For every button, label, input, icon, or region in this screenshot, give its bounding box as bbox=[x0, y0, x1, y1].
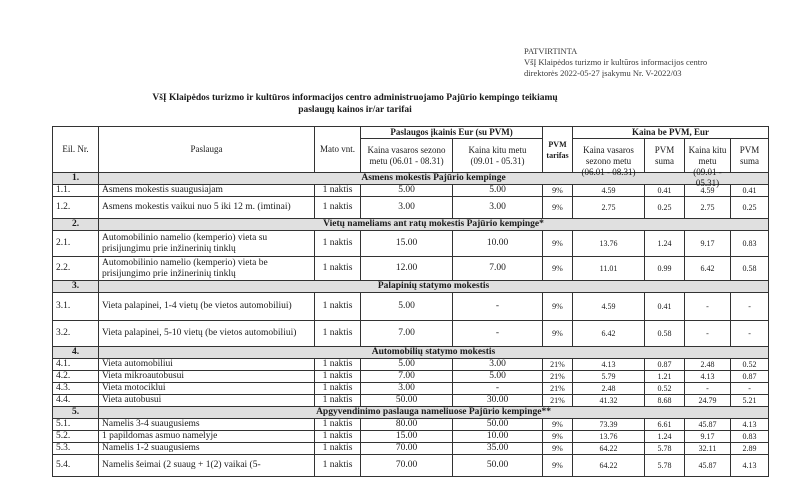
vat-rate-cell: 9% bbox=[543, 293, 573, 321]
unit-cell: 1 naktis bbox=[315, 383, 361, 395]
vat-sum-cell: 4.13 bbox=[731, 419, 769, 431]
net-other-cell: 32.11 bbox=[685, 443, 731, 455]
net-other-cell: 9.17 bbox=[685, 231, 731, 257]
unit-cell: 1 naktis bbox=[315, 419, 361, 431]
net-other-cell: 2.48 bbox=[685, 359, 731, 371]
section-title: Palapinių statymo mokestis bbox=[99, 281, 769, 293]
other-price-cell: - bbox=[453, 293, 543, 321]
header-fee-group: Paslaugos įkainis Eur (su PVM) bbox=[361, 127, 543, 139]
table-row bbox=[53, 395, 769, 407]
net-summer-cell: 64.22 bbox=[573, 443, 645, 455]
table-row bbox=[53, 197, 769, 219]
other-price-cell: 30.00 bbox=[453, 395, 543, 407]
service-name: Namelis 3-4 suaugusiems bbox=[99, 419, 315, 431]
other-price-cell: 5.00 bbox=[453, 371, 543, 383]
header-vat-sum: PVM suma bbox=[731, 139, 769, 173]
row-number: 3.1. bbox=[53, 293, 99, 321]
vat-sum-cell: 2.89 bbox=[731, 443, 769, 455]
service-name: Asmens mokestis suaugusiajam bbox=[99, 185, 315, 197]
vat-sum-cell: - bbox=[731, 321, 769, 347]
section-number: 1. bbox=[53, 173, 99, 185]
vat-rate-cell: 21% bbox=[543, 395, 573, 407]
other-price-cell: 50.00 bbox=[453, 419, 543, 431]
section-number: 4. bbox=[53, 347, 99, 359]
vat-rate-cell: 21% bbox=[543, 383, 573, 395]
service-name: Namelis 1-2 suaugusiems bbox=[99, 443, 315, 455]
net-summer-cell: 2.75 bbox=[573, 197, 645, 219]
section-row bbox=[53, 407, 769, 419]
other-price-cell: 10.00 bbox=[453, 431, 543, 443]
net-summer-cell: 41.32 bbox=[573, 395, 645, 407]
net-summer-cell: 2.48 bbox=[573, 383, 645, 395]
unit-cell: 1 naktis bbox=[315, 431, 361, 443]
service-name: Vieta motociklui bbox=[99, 383, 315, 395]
row-number: 4.1. bbox=[53, 359, 99, 371]
vat-sum-cell: 5.78 bbox=[645, 443, 685, 455]
row-number: 2.1. bbox=[53, 231, 99, 257]
net-other-cell: 24.79 bbox=[685, 395, 731, 407]
approval-block bbox=[524, 46, 707, 79]
net-summer-cell: 64.22 bbox=[573, 455, 645, 477]
section-row bbox=[53, 219, 769, 231]
table-row bbox=[53, 185, 769, 197]
summer-price-cell: 50.00 bbox=[361, 395, 453, 407]
table-row bbox=[53, 383, 769, 395]
service-name: Automobilinio namelio (kemperio) vieta su prisijungimu prie inžinerinių tinklų bbox=[99, 231, 315, 257]
row-number: 4.2. bbox=[53, 371, 99, 383]
summer-price-cell: 5.00 bbox=[361, 293, 453, 321]
vat-sum-cell: 1.24 bbox=[645, 431, 685, 443]
net-summer-cell: 13.76 bbox=[573, 231, 645, 257]
vat-sum-cell: 6.61 bbox=[645, 419, 685, 431]
header-net-summer: Kaina vasaros sezono metu (06.01 - 08.31) bbox=[573, 139, 645, 173]
vat-sum-cell: 5.78 bbox=[645, 455, 685, 477]
net-other-cell: 4.59 bbox=[685, 185, 731, 197]
unit-cell: 1 naktis bbox=[315, 455, 361, 477]
summer-price-cell: 5.00 bbox=[361, 185, 453, 197]
row-number: 5.3. bbox=[53, 443, 99, 455]
price-table bbox=[52, 126, 769, 477]
table-row bbox=[53, 419, 769, 431]
summer-price-cell: 15.00 bbox=[361, 231, 453, 257]
summer-price-cell: 5.00 bbox=[361, 359, 453, 371]
summer-price-cell: 3.00 bbox=[361, 383, 453, 395]
section-title: Apgyvendinimo paslauga nameliuose Pajūrio kempinge** bbox=[99, 407, 769, 419]
other-price-cell: 5.00 bbox=[453, 185, 543, 197]
vat-sum-cell: 0.41 bbox=[645, 293, 685, 321]
unit-cell: 1 naktis bbox=[315, 293, 361, 321]
row-number: 5.4. bbox=[53, 455, 99, 477]
vat-rate-cell: 9% bbox=[543, 419, 573, 431]
row-number: 4.3. bbox=[53, 383, 99, 395]
vat-rate-cell: 9% bbox=[543, 321, 573, 347]
unit-cell: 1 naktis bbox=[315, 321, 361, 347]
other-price-cell: - bbox=[453, 383, 543, 395]
vat-sum-cell: 4.13 bbox=[731, 455, 769, 477]
unit-cell: 1 naktis bbox=[315, 359, 361, 371]
net-other-cell: - bbox=[685, 321, 731, 347]
other-price-cell: 35.00 bbox=[453, 443, 543, 455]
service-name: Vieta autobusui bbox=[99, 395, 315, 407]
net-summer-cell: 13.76 bbox=[573, 431, 645, 443]
net-summer-cell: 4.13 bbox=[573, 359, 645, 371]
title-line: VšĮ Klaipėdos turizmo ir kultūros informacijos centro administruojamo Pajūrio kempingo teikiamų bbox=[152, 93, 558, 103]
vat-rate-cell: 21% bbox=[543, 359, 573, 371]
vat-rate-cell: 9% bbox=[543, 431, 573, 443]
header-service: Paslauga bbox=[99, 127, 315, 173]
row-number: 1.2. bbox=[53, 197, 99, 219]
vat-sum-cell: 0.83 bbox=[731, 231, 769, 257]
net-other-cell: 45.87 bbox=[685, 419, 731, 431]
vat-rate-cell: 9% bbox=[543, 197, 573, 219]
net-summer-cell: 5.79 bbox=[573, 371, 645, 383]
net-other-cell: 6.42 bbox=[685, 257, 731, 281]
title-line: paslaugų kainos ir/ar tarifai bbox=[298, 105, 412, 115]
vat-sum-cell: 0.58 bbox=[731, 257, 769, 281]
section-row bbox=[53, 281, 769, 293]
service-name: Vieta mikroautobusui bbox=[99, 371, 315, 383]
vat-rate-cell: 9% bbox=[543, 185, 573, 197]
row-number: 2.2. bbox=[53, 257, 99, 281]
service-name: Vieta palapinei, 1-4 vietų (be vietos automobiliui) bbox=[99, 293, 315, 321]
header-vat-rate: PVM tarifas bbox=[543, 127, 573, 173]
vat-rate-cell: 21% bbox=[543, 371, 573, 383]
vat-sum-cell: 1.24 bbox=[645, 231, 685, 257]
section-number: 5. bbox=[53, 407, 99, 419]
vat-rate-cell: 9% bbox=[543, 257, 573, 281]
header-nr: Eil. Nr. bbox=[53, 127, 99, 173]
service-name: Asmens mokestis vaikui nuo 5 iki 12 m. (imtinai) bbox=[99, 197, 315, 219]
net-other-cell: 2.75 bbox=[685, 197, 731, 219]
summer-price-cell: 70.00 bbox=[361, 443, 453, 455]
net-other-cell: - bbox=[685, 383, 731, 395]
vat-sum-cell: 0.41 bbox=[731, 185, 769, 197]
vat-sum-cell: 0.41 bbox=[645, 185, 685, 197]
vat-sum-cell: 8.68 bbox=[645, 395, 685, 407]
vat-sum-cell: - bbox=[731, 383, 769, 395]
vat-sum-cell: 0.87 bbox=[731, 371, 769, 383]
unit-cell: 1 naktis bbox=[315, 443, 361, 455]
row-number: 3.2. bbox=[53, 321, 99, 347]
net-other-cell: 9.17 bbox=[685, 431, 731, 443]
unit-cell: 1 naktis bbox=[315, 257, 361, 281]
header-unit: Mato vnt. bbox=[315, 127, 361, 173]
table-row bbox=[53, 321, 769, 347]
header-net-other: Kaina kitu metu (09.01 - 05.31) bbox=[685, 139, 731, 173]
service-name: Vieta automobiliui bbox=[99, 359, 315, 371]
summer-price-cell: 70.00 bbox=[361, 455, 453, 477]
net-other-cell: 4.13 bbox=[685, 371, 731, 383]
row-number: 4.4. bbox=[53, 395, 99, 407]
table-row bbox=[53, 293, 769, 321]
section-title: Vietų nameliams ant ratų mokestis Pajūrio kempinge* bbox=[99, 219, 769, 231]
vat-sum-cell: 0.52 bbox=[731, 359, 769, 371]
vat-sum-cell: 0.52 bbox=[645, 383, 685, 395]
summer-price-cell: 3.00 bbox=[361, 197, 453, 219]
header-vat-sum: PVM suma bbox=[645, 139, 685, 173]
other-price-cell: 50.00 bbox=[453, 455, 543, 477]
summer-price-cell: 7.00 bbox=[361, 321, 453, 347]
vat-sum-cell: 1.21 bbox=[645, 371, 685, 383]
section-title: Asmens mokestis Pajūrio kempinge bbox=[99, 173, 769, 185]
approval-line: PATVIRTINTA bbox=[524, 46, 578, 56]
row-number: 1.1. bbox=[53, 185, 99, 197]
vat-rate-cell: 9% bbox=[543, 443, 573, 455]
summer-price-cell: 7.00 bbox=[361, 371, 453, 383]
header-net-group: Kaina be PVM, Eur bbox=[573, 127, 769, 139]
vat-sum-cell: 5.21 bbox=[731, 395, 769, 407]
net-summer-cell: 4.59 bbox=[573, 185, 645, 197]
vat-sum-cell: 0.25 bbox=[645, 197, 685, 219]
net-other-cell: 45.87 bbox=[685, 455, 731, 477]
section-row bbox=[53, 173, 769, 185]
table-row bbox=[53, 359, 769, 371]
summer-price-cell: 15.00 bbox=[361, 431, 453, 443]
net-summer-cell: 4.59 bbox=[573, 293, 645, 321]
other-price-cell: 7.00 bbox=[453, 257, 543, 281]
table-row bbox=[53, 431, 769, 443]
net-summer-cell: 11.01 bbox=[573, 257, 645, 281]
unit-cell: 1 naktis bbox=[315, 185, 361, 197]
vat-sum-cell: - bbox=[731, 293, 769, 321]
net-summer-cell: 73.39 bbox=[573, 419, 645, 431]
document-title bbox=[60, 92, 650, 116]
table-row bbox=[53, 371, 769, 383]
table-row bbox=[53, 257, 769, 281]
vat-rate-cell: 9% bbox=[543, 455, 573, 477]
header-summer-price: Kaina vasaros sezono metu (06.01 - 08.31) bbox=[361, 139, 453, 173]
table-row bbox=[53, 443, 769, 455]
vat-sum-cell: 0.83 bbox=[731, 431, 769, 443]
service-name: Namelis šeimai (2 suaug + 1(2) vaikai (5- bbox=[99, 455, 315, 477]
summer-price-cell: 12.00 bbox=[361, 257, 453, 281]
vat-sum-cell: 0.25 bbox=[731, 197, 769, 219]
service-name: Vieta palapinei, 5-10 vietų (be vietos automobiliui) bbox=[99, 321, 315, 347]
vat-sum-cell: 0.99 bbox=[645, 257, 685, 281]
other-price-cell: 3.00 bbox=[453, 197, 543, 219]
section-number: 3. bbox=[53, 281, 99, 293]
section-number: 2. bbox=[53, 219, 99, 231]
service-name: Automobilinio namelio (kemperio) vieta be prisijungimo prie inžinerinių tinklų bbox=[99, 257, 315, 281]
other-price-cell: 3.00 bbox=[453, 359, 543, 371]
table-row bbox=[53, 455, 769, 477]
other-price-cell: 10.00 bbox=[453, 231, 543, 257]
summer-price-cell: 80.00 bbox=[361, 419, 453, 431]
unit-cell: 1 naktis bbox=[315, 197, 361, 219]
unit-cell: 1 naktis bbox=[315, 371, 361, 383]
row-number: 5.1. bbox=[53, 419, 99, 431]
service-name: 1 papildomas asmuo namelyje bbox=[99, 431, 315, 443]
vat-sum-cell: 0.58 bbox=[645, 321, 685, 347]
vat-sum-cell: 0.87 bbox=[645, 359, 685, 371]
table-row bbox=[53, 231, 769, 257]
net-summer-cell: 6.42 bbox=[573, 321, 645, 347]
unit-cell: 1 naktis bbox=[315, 395, 361, 407]
section-row bbox=[53, 347, 769, 359]
approval-line: VšĮ Klaipėdos turizmo ir kultūros informacijos centro bbox=[524, 57, 708, 67]
unit-cell: 1 naktis bbox=[315, 231, 361, 257]
section-title: Automobilių statymo mokestis bbox=[99, 347, 769, 359]
vat-rate-cell: 9% bbox=[543, 231, 573, 257]
other-price-cell: - bbox=[453, 321, 543, 347]
row-number: 5.2. bbox=[53, 431, 99, 443]
net-other-cell: - bbox=[685, 293, 731, 321]
header-other-price: Kaina kitu metu (09.01 - 05.31) bbox=[453, 139, 543, 173]
approval-line: direktorės 2022-05-27 įsakymu Nr. V-2022/03 bbox=[524, 68, 682, 78]
